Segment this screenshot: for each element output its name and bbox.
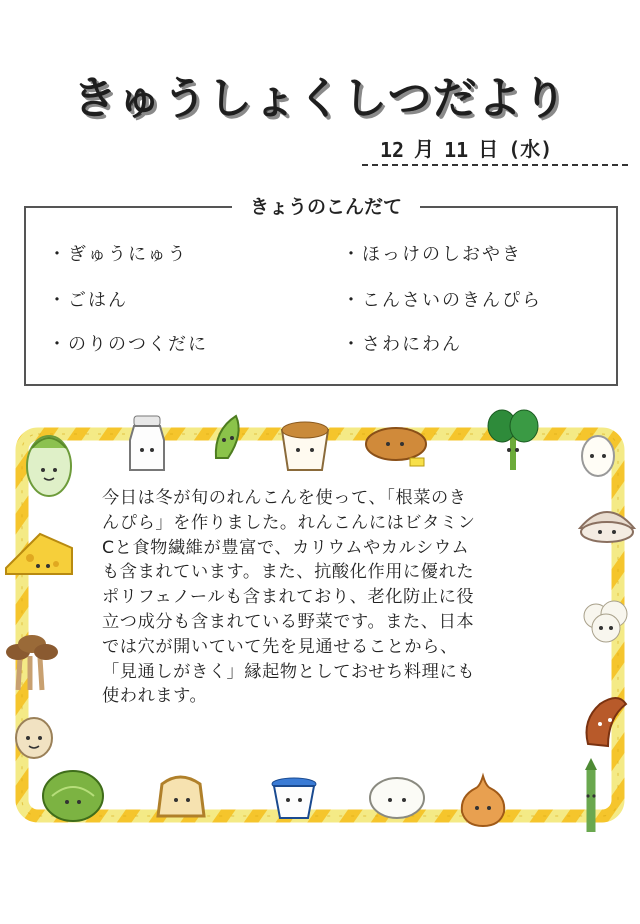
date-weekday: (水) xyxy=(508,137,553,161)
story-line: ポリフェノールも含まれており、老化防止に役 xyxy=(102,587,475,608)
story-line: も含まれています。また、抗酸化作用に優れた xyxy=(102,562,475,583)
cheese-character xyxy=(2,528,76,582)
story-line: 使われます。 xyxy=(102,686,208,707)
story-line: 立つ成分も含まれている野菜です。また、日本 xyxy=(102,611,475,632)
date-month: 12 xyxy=(380,138,405,162)
clam-character xyxy=(576,498,638,548)
menu-item-milk: ・ぎゅうにゅう xyxy=(48,244,188,265)
okra-character xyxy=(206,410,250,466)
page-title: きゅうしょくしつだより xyxy=(72,73,568,124)
menu-item-hokke: ・ほっけのしおやき xyxy=(342,244,522,265)
asparagus-character xyxy=(576,756,606,834)
natto-character xyxy=(276,412,334,476)
cabbage-ball-character xyxy=(40,768,106,824)
story-line: んぴら」を作りました。れんこんにはビタミン xyxy=(102,512,476,533)
story-line: Cと食物繊維が豊富で、カリウムやカルシウム xyxy=(102,537,470,558)
egg-character xyxy=(578,430,618,480)
story-text xyxy=(102,486,538,709)
cabbage-character xyxy=(22,428,76,498)
spinach-character xyxy=(484,404,542,472)
date-month-unit: 月 xyxy=(414,137,435,161)
yogurt-character xyxy=(268,774,320,824)
story-line: 「見通しがきく」縁起物としておせち料理にも xyxy=(102,661,476,682)
menu-item-rice: ・ごはん xyxy=(48,290,128,311)
menu-item-sawaniwan: ・さわにわん xyxy=(342,334,462,355)
bread-character xyxy=(364,424,432,470)
toast-character xyxy=(150,770,212,824)
sausage-character xyxy=(578,690,634,754)
menu-item-nori: ・のりのつくだに xyxy=(48,334,208,355)
cauliflower-character xyxy=(580,596,632,650)
date-day: 11 xyxy=(444,138,469,162)
rice-bowl-character xyxy=(366,776,428,826)
milk-bottle-character xyxy=(126,410,172,476)
story-line: 今日は冬が旬のれんこんを使って、「根菜のき xyxy=(102,488,467,508)
mushroom-character xyxy=(0,628,62,692)
date-line xyxy=(362,136,628,166)
date-day-unit: 日 xyxy=(478,137,499,161)
menu-item-kinpira: ・こんさいのきんぴら xyxy=(342,290,542,311)
menu-heading: きょうのこんだて xyxy=(232,192,420,219)
story-line: では穴が開いていて先を見通せることから、 xyxy=(102,636,458,657)
onion-character xyxy=(456,772,510,830)
potato-character xyxy=(10,712,58,768)
